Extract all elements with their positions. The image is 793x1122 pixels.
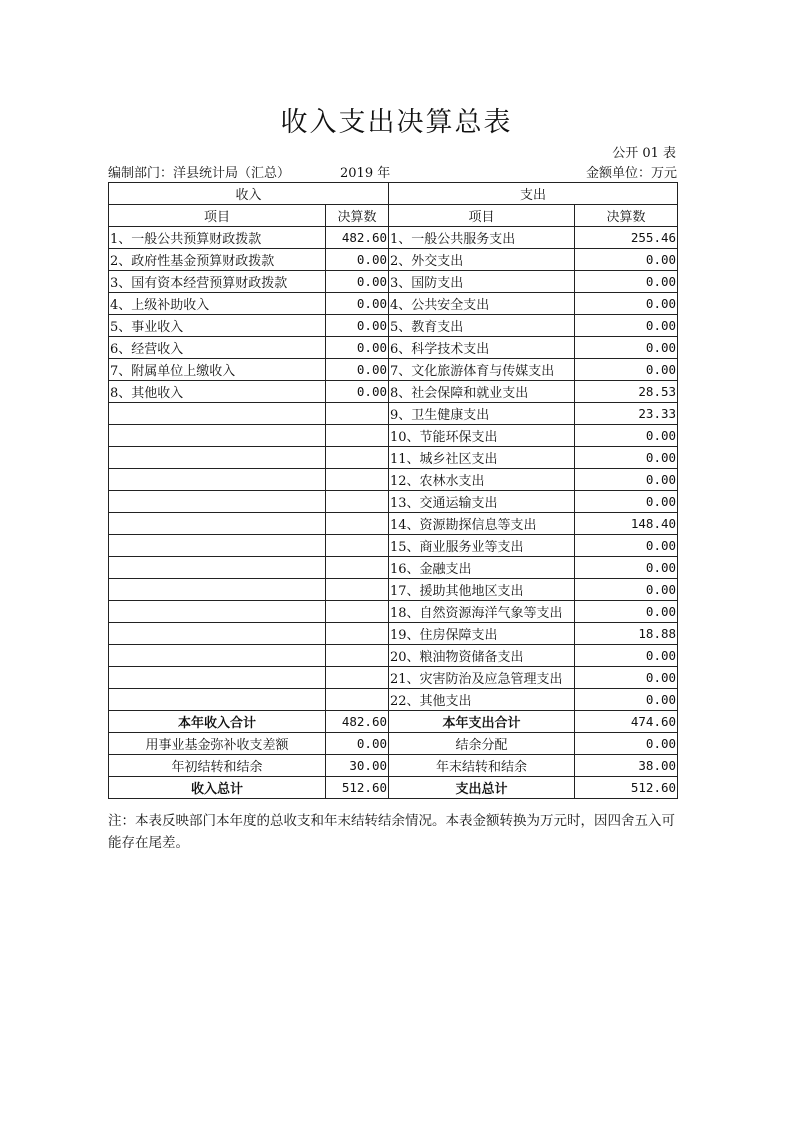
expense-amount-cell: 0.00 [575,359,678,381]
table-row [109,689,678,711]
expense-summary-label: 结余分配 [389,733,575,755]
expense-item-cell: 19、住房保障支出 [389,623,575,645]
expense-amount-cell: 0.00 [575,249,678,271]
expense-summary-label: 本年支出合计 [389,711,575,733]
income-item-cell [109,425,326,447]
table-row [109,227,678,249]
expense-item-cell: 1、一般公共服务支出 [389,227,575,249]
table-row [109,513,678,535]
income-amount-cell [326,645,389,667]
income-summary-label: 收入总计 [109,777,326,799]
table-row [109,381,678,403]
income-expense-table [108,182,678,799]
expense-amount-cell: 0.00 [575,425,678,447]
income-item-cell [109,513,326,535]
income-item-cell [109,535,326,557]
expense-amount-cell: 28.53 [575,381,678,403]
table-row [109,645,678,667]
table-summary [109,711,678,799]
income-item-header: 项目 [109,205,326,227]
income-amount-cell [326,557,389,579]
income-amount-cell: 0.00 [326,337,389,359]
expense-amount-cell: 18.88 [575,623,678,645]
expense-item-cell: 21、灾害防治及应急管理支出 [389,667,575,689]
expense-amount-cell: 0.00 [575,601,678,623]
table-row [109,359,678,381]
income-amount-header: 决算数 [326,205,389,227]
expense-item-cell: 13、交通运输支出 [389,491,575,513]
expense-item-cell: 18、自然资源海洋气象等支出 [389,601,575,623]
income-amount-cell: 0.00 [326,381,389,403]
expense-summary-amount: 512.60 [575,777,678,799]
income-summary-amount: 30.00 [326,755,389,777]
table-row [109,579,678,601]
table-row [109,425,678,447]
income-amount-cell [326,447,389,469]
table-row [109,293,678,315]
income-item-cell: 5、事业收入 [109,315,326,337]
income-item-cell: 7、附属单位上缴收入 [109,359,326,381]
expense-item-cell: 8、社会保障和就业支出 [389,381,575,403]
income-amount-cell [326,601,389,623]
table-row [109,315,678,337]
table-row [109,337,678,359]
income-summary-amount: 482.60 [326,711,389,733]
summary-row [109,777,678,799]
table-body [109,227,678,711]
page-title: 收入支出决算总表 [280,107,513,138]
expense-item-cell: 9、卫生健康支出 [389,403,575,425]
income-item-cell: 1、一般公共预算财政拨款 [109,227,326,249]
income-item-cell: 2、政府性基金预算财政拨款 [109,249,326,271]
income-amount-cell: 482.60 [326,227,389,249]
income-item-cell [109,447,326,469]
expense-item-cell: 14、资源勘探信息等支出 [389,513,575,535]
expense-item-cell: 12、农林水支出 [389,469,575,491]
table-subheader-row [109,205,678,227]
expense-amount-cell: 0.00 [575,667,678,689]
income-item-cell: 8、其他收入 [109,381,326,403]
income-summary-amount: 0.00 [326,733,389,755]
table-row [109,469,678,491]
table-row [109,403,678,425]
income-item-cell [109,601,326,623]
expense-amount-cell: 0.00 [575,271,678,293]
income-amount-cell [326,513,389,535]
expense-amount-cell: 0.00 [575,337,678,359]
income-amount-cell: 0.00 [326,293,389,315]
expense-amount-cell: 0.00 [575,315,678,337]
table-meta [108,162,677,180]
summary-row [109,755,678,777]
expense-amount-cell: 0.00 [575,689,678,711]
income-amount-cell: 0.00 [326,271,389,293]
income-header: 收入 [109,183,389,205]
department-label: 编制部门：洋县统计局（汇总） [108,166,291,181]
expense-item-cell: 10、节能环保支出 [389,425,575,447]
income-amount-cell [326,623,389,645]
table-row [109,623,678,645]
expense-item-cell: 5、教育支出 [389,315,575,337]
expense-amount-cell: 23.33 [575,403,678,425]
income-amount-cell: 0.00 [326,359,389,381]
table-row [109,271,678,293]
table-row [109,667,678,689]
expense-summary-amount: 0.00 [575,733,678,755]
income-amount-cell [326,689,389,711]
expense-summary-label: 年末结转和结余 [389,755,575,777]
expense-summary-amount: 474.60 [575,711,678,733]
expense-amount-header: 决算数 [575,205,678,227]
expense-item-cell: 4、公共安全支出 [389,293,575,315]
expense-item-header: 项目 [389,205,575,227]
income-amount-cell [326,425,389,447]
expense-amount-cell: 0.00 [575,535,678,557]
table-row [109,557,678,579]
income-item-cell [109,403,326,425]
expense-item-cell: 17、援助其他地区支出 [389,579,575,601]
summary-row [109,711,678,733]
expense-amount-cell: 0.00 [575,645,678,667]
income-item-cell [109,645,326,667]
income-item-cell: 4、上级补助收入 [109,293,326,315]
income-amount-cell: 0.00 [326,315,389,337]
income-item-cell [109,667,326,689]
income-amount-cell [326,491,389,513]
income-amount-cell: 0.00 [326,249,389,271]
income-summary-label: 用事业基金弥补收支差额 [109,733,326,755]
income-amount-cell [326,403,389,425]
expense-amount-cell: 148.40 [575,513,678,535]
form-number: 公开 01 表 [612,146,676,161]
income-amount-cell [326,469,389,491]
year-label: 2019 年 [340,166,391,181]
income-item-cell [109,623,326,645]
expense-amount-cell: 0.00 [575,491,678,513]
expense-amount-cell: 0.00 [575,557,678,579]
unit-label: 金额单位：万元 [585,166,677,181]
expense-header: 支出 [389,183,678,205]
expense-item-cell: 11、城乡社区支出 [389,447,575,469]
table-header-row [109,183,678,205]
expense-item-cell: 16、金融支出 [389,557,575,579]
expense-amount-cell: 255.46 [575,227,678,249]
income-summary-label: 年初结转和结余 [109,755,326,777]
expense-amount-cell: 0.00 [575,579,678,601]
expense-amount-cell: 0.00 [575,293,678,315]
income-item-cell [109,557,326,579]
expense-item-cell: 7、文化旅游体育与传媒支出 [389,359,575,381]
expense-amount-cell: 0.00 [575,469,678,491]
income-amount-cell [326,579,389,601]
income-item-cell [109,689,326,711]
income-amount-cell [326,667,389,689]
income-item-cell: 3、国有资本经营预算财政拨款 [109,271,326,293]
income-item-cell [109,579,326,601]
expense-item-cell: 2、外交支出 [389,249,575,271]
table-row [109,491,678,513]
table-row [109,447,678,469]
expense-item-cell: 15、商业服务业等支出 [389,535,575,557]
expense-item-cell: 3、国防支出 [389,271,575,293]
expense-summary-amount: 38.00 [575,755,678,777]
expense-summary-label: 支出总计 [389,777,575,799]
footnote: 注：本表反映部门本年度的总收支和年末结转结余情况。本表金额转换为万元时，因四舍五入可能存在尾差。 [108,813,675,851]
table-row [109,535,678,557]
expense-amount-cell: 0.00 [575,447,678,469]
table-row [109,601,678,623]
expense-item-cell: 6、科学技术支出 [389,337,575,359]
income-amount-cell [326,535,389,557]
income-summary-amount: 512.60 [326,777,389,799]
income-summary-label: 本年收入合计 [109,711,326,733]
table-row [109,249,678,271]
income-item-cell [109,469,326,491]
income-item-cell: 6、经营收入 [109,337,326,359]
expense-item-cell: 20、粮油物资储备支出 [389,645,575,667]
summary-row [109,733,678,755]
income-item-cell [109,491,326,513]
expense-item-cell: 22、其他支出 [389,689,575,711]
